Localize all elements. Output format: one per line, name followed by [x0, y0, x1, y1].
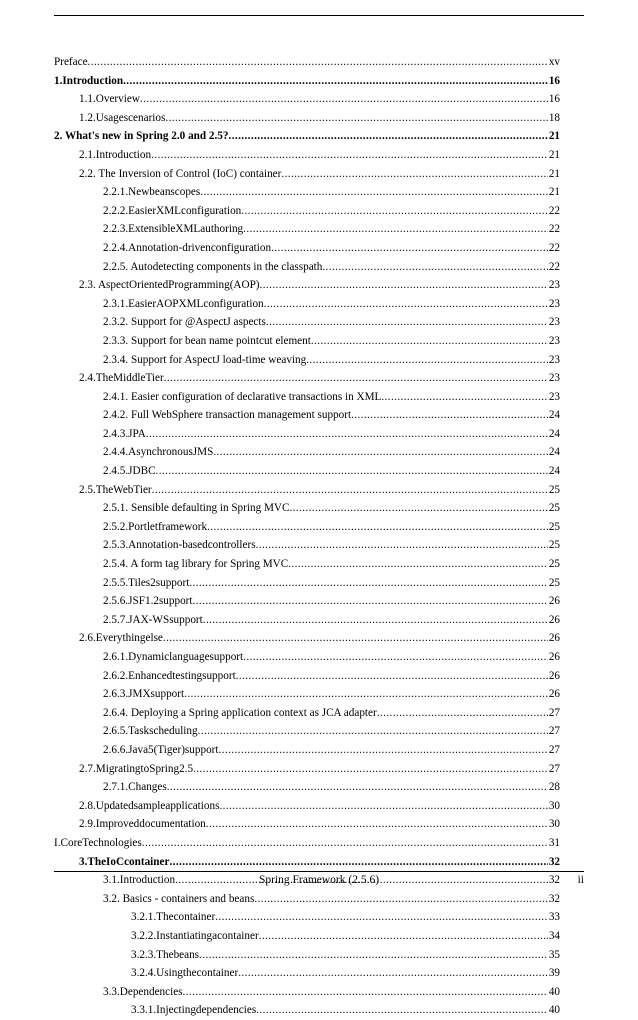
toc-entry[interactable]: [54, 778, 560, 797]
footer-page-number: ii: [577, 874, 584, 886]
toc-entry[interactable]: [54, 555, 560, 574]
toc-dot-leader: [167, 778, 548, 797]
toc-entry-page: 26: [548, 595, 560, 608]
toc-entry-title: 2.3.4. Support for AspectJ load-time weaving: [103, 353, 307, 366]
toc-entry-page: 23: [548, 297, 560, 310]
toc-entry[interactable]: [54, 927, 560, 946]
toc-entry[interactable]: [54, 53, 560, 72]
toc-entry-title: 2.6.6.Java5(Tiger)support: [103, 743, 219, 756]
toc-entry-title: 2.4.2. Full WebSphere transaction management support: [103, 409, 352, 422]
toc-entry-page: 32: [548, 874, 560, 887]
toc-entry[interactable]: [54, 611, 560, 630]
toc-dot-leader: [229, 127, 548, 146]
toc-dot-leader: [236, 667, 548, 686]
toc-entry[interactable]: [54, 146, 560, 165]
toc-entry[interactable]: [54, 648, 560, 667]
toc-entry[interactable]: [54, 425, 560, 444]
toc-entry-page: 26: [548, 669, 560, 682]
toc-dot-leader: [200, 183, 548, 202]
toc-entry[interactable]: [54, 165, 560, 184]
toc-entry-title: 3.3.1.Injectingdependencies: [131, 1004, 257, 1017]
toc-entry-title: 3.2.4.Usingthecontainer: [131, 967, 239, 980]
toc-entry[interactable]: [54, 704, 560, 723]
toc-entry-title: 3.2.1.Thecontainer: [131, 911, 216, 924]
toc-dot-leader: [377, 704, 548, 723]
toc-entry[interactable]: [54, 127, 560, 146]
toc-entry-title: 2.6.5.Taskscheduling: [103, 725, 198, 738]
toc-dot-leader: [243, 648, 548, 667]
toc-dot-leader: [206, 815, 548, 834]
toc-dot-leader: [266, 313, 548, 332]
toc-entry[interactable]: [54, 853, 560, 872]
toc-dot-leader: [381, 388, 547, 407]
toc-entry[interactable]: [54, 667, 560, 686]
toc-entry-page: 28: [548, 781, 560, 794]
toc-entry-title: 2.2.3.ExtensibleXMLauthoring: [103, 223, 244, 236]
toc-dot-leader: [193, 592, 548, 611]
toc-entry-title: 3.TheIoCcontainer: [79, 855, 170, 868]
toc-entry-page: 21: [548, 167, 560, 180]
toc-entry-title: 3.2. Basics - containers and beans: [103, 892, 255, 905]
toc-dot-leader: [183, 983, 548, 1002]
toc-entry-title: 2.5.5.Tiles2support: [103, 576, 190, 589]
toc-entry-title: 2.3.3. Support for bean name pointcut element: [103, 334, 311, 347]
toc-entry-title: 3.1.Introduction: [103, 874, 176, 887]
toc-entry-title: 2.5.7.JAX-WSsupport: [103, 613, 203, 626]
toc-entry-page: 23: [548, 316, 560, 329]
toc-entry[interactable]: [54, 741, 560, 760]
toc-entry-title: 2.3.2. Support for @AspectJ aspects: [103, 316, 266, 329]
toc-entry-title: 2.5.6.JSF1.2support: [103, 595, 193, 608]
toc-entry-page: 35: [548, 948, 560, 961]
header-rule: [54, 15, 584, 16]
toc-dot-leader: [288, 555, 548, 574]
toc-entry[interactable]: [54, 1001, 560, 1020]
toc-entry-page: 26: [548, 688, 560, 701]
toc-entry-title: 2.6.1.Dynamiclanguagesupport: [103, 651, 244, 663]
toc-dot-leader: [193, 760, 548, 779]
toc-entry-page: 23: [548, 390, 560, 403]
toc-dot-leader: [151, 146, 548, 165]
toc-dot-leader: [169, 853, 547, 872]
toc-dot-leader: [256, 536, 548, 555]
toc-dot-leader: [238, 964, 548, 983]
toc-entry[interactable]: [54, 72, 560, 91]
toc-entry-title: 2. What's new in Spring 2.0 and 2.5?: [54, 130, 229, 143]
toc-entry[interactable]: [54, 351, 560, 370]
toc-entry-page: 30: [548, 818, 560, 831]
toc-entry-page: 34: [548, 929, 560, 942]
toc-entry-page: 24: [548, 409, 560, 422]
toc-dot-leader: [322, 258, 547, 277]
toc-entry-title: 2.8.Updatedsampleapplications: [79, 799, 220, 812]
toc-entry-title: 2.2.2.EasierXMLconfiguration: [103, 204, 242, 217]
toc-entry-page: 25: [548, 520, 560, 533]
toc-dot-leader: [88, 53, 548, 72]
toc-entry-page: 21: [548, 186, 560, 199]
toc-entry[interactable]: [54, 202, 560, 221]
toc-entry-page: 24: [548, 446, 560, 459]
toc-entry-page: 32: [548, 855, 560, 868]
toc-entry-title: 1.1.Overview: [79, 93, 140, 106]
toc-entry[interactable]: [54, 574, 560, 593]
toc-entry-page: 32: [548, 892, 560, 905]
toc-entry-page: xv: [548, 56, 560, 68]
toc-entry[interactable]: [54, 499, 560, 518]
toc-entry-title: 1.Introduction: [54, 74, 124, 87]
toc-entry[interactable]: [54, 518, 560, 537]
toc-entry-page: 23: [548, 372, 560, 385]
toc-entry-title: I.CoreTechnologies: [54, 836, 142, 849]
toc-dot-leader: [146, 425, 548, 444]
toc-entry[interactable]: [54, 797, 560, 816]
toc-dot-leader: [215, 908, 548, 927]
toc-entry-page: 25: [548, 502, 560, 515]
toc-dot-leader: [213, 443, 547, 462]
toc-entry-title: 3.2.3.Thebeans: [131, 948, 200, 961]
toc-entry[interactable]: [54, 685, 560, 704]
toc-entry-title: 2.6.4. Deploying a Spring application context as JCA adapter: [103, 706, 377, 719]
toc-dot-leader: [311, 332, 548, 351]
toc-entry-page: 25: [548, 576, 560, 589]
toc-entry-page: 24: [548, 465, 560, 478]
toc-entry-page: 18: [548, 111, 560, 124]
toc-entry-page: 16: [548, 93, 560, 106]
toc-entry-page: 33: [548, 911, 560, 924]
toc-entry-title: 3.2.2.Instantiatingacontainer: [131, 929, 259, 942]
toc-dot-leader: [259, 927, 548, 946]
toc-entry[interactable]: [54, 983, 560, 1002]
toc-entry-title: 2.3.1.EasierAOPXMLconfiguration: [103, 297, 264, 310]
toc-entry-title: Preface: [54, 56, 88, 68]
toc-entry[interactable]: [54, 834, 560, 853]
toc-entry[interactable]: [54, 815, 560, 834]
toc-entry[interactable]: [54, 443, 560, 462]
toc-entry-page: 21: [548, 148, 560, 161]
toc-entry-page: 26: [548, 613, 560, 626]
toc-dot-leader: [306, 351, 548, 370]
toc-entry-page: 27: [548, 706, 560, 719]
toc-entry-title: 2.5.4. A form tag library for Spring MVC: [103, 558, 289, 571]
toc-dot-leader: [184, 685, 548, 704]
toc-entry-title: 3.3.Dependencies: [103, 985, 183, 998]
toc-entry[interactable]: [54, 313, 560, 332]
toc-entry[interactable]: [54, 388, 560, 407]
toc-entry-page: 24: [548, 427, 560, 440]
toc-dot-leader: [289, 499, 547, 518]
toc-entry-title: 2.3. AspectOrientedProgramming(AOP): [79, 279, 260, 292]
toc-entry-title: 2.4.4.AsynchronousJMS: [103, 446, 214, 459]
toc-entry-page: 31: [548, 836, 560, 849]
toc-entry-page: 21: [548, 130, 560, 143]
toc-dot-leader: [156, 462, 548, 481]
toc-entry-title: 2.2.5. Autodetecting components in the classpath: [103, 260, 323, 273]
toc-entry-title: 2.1.Introduction: [79, 148, 152, 161]
toc-entry-title: 2.6.2.Enhancedtestingsupport: [103, 669, 236, 682]
toc-entry-page: 22: [548, 260, 560, 273]
toc-entry[interactable]: [54, 629, 560, 648]
toc-entry[interactable]: [54, 722, 560, 741]
toc-entry-page: 27: [548, 762, 560, 775]
toc-entry-title: 2.2.4.Annotation-drivenconfiguration: [103, 241, 272, 254]
toc-entry[interactable]: [54, 890, 560, 909]
toc-dot-leader: [351, 406, 548, 425]
toc-entry-title: 2.7.MigratingtoSpring2.5: [79, 762, 194, 775]
toc-entry-page: 23: [548, 334, 560, 347]
toc-entry-page: 39: [548, 967, 560, 980]
toc-entry-title: 2.4.3.JPA: [103, 427, 146, 440]
toc-entry-title: 2.7.1.Changes: [103, 781, 167, 794]
toc-entry-page: 23: [548, 279, 560, 292]
toc-entry[interactable]: [54, 258, 560, 277]
toc-entry-title: 2.2. The Inversion of Control (IoC) container: [79, 167, 282, 180]
toc-entry[interactable]: [54, 760, 560, 779]
toc-entry-page: 30: [548, 799, 560, 812]
toc-entry-page: 26: [548, 651, 560, 663]
toc-entry-title: 2.4.1. Easier configuration of declarative transactions in XML: [103, 390, 382, 403]
toc-entry-page: 16: [548, 74, 560, 87]
toc-entry-title: 2.5.1. Sensible defaulting in Spring MVC: [103, 502, 290, 515]
toc-dot-leader: [219, 741, 548, 760]
toc-entry[interactable]: [54, 239, 560, 258]
toc-entry[interactable]: [54, 295, 560, 314]
toc-entry-title: 2.2.1.Newbeanscopes: [103, 186, 201, 199]
toc-entry[interactable]: [54, 964, 560, 983]
footer-title: Spring Framework (2.5.6): [258, 874, 380, 886]
toc-entry[interactable]: [54, 908, 560, 927]
toc-dot-leader: [163, 629, 548, 648]
toc-entry[interactable]: [54, 462, 560, 481]
toc-entry[interactable]: [54, 406, 560, 425]
toc-entry-page: 27: [548, 743, 560, 756]
toc-dot-leader: [219, 797, 547, 816]
toc-dot-leader: [123, 72, 548, 91]
toc-entry-page: 25: [548, 558, 560, 571]
toc-dot-leader: [198, 722, 548, 741]
toc-dot-leader: [271, 239, 548, 258]
toc-entry[interactable]: [54, 332, 560, 351]
toc-entry[interactable]: [54, 183, 560, 202]
toc-entry-title: 2.6.3.JMXsupport: [103, 688, 185, 701]
toc-entry-title: 1.2.Usagescenarios: [79, 111, 166, 124]
toc-entry-page: 25: [548, 483, 560, 496]
toc-dot-leader: [241, 202, 548, 221]
toc-dot-leader: [243, 220, 548, 239]
toc-entry-page: 22: [548, 241, 560, 254]
toc-dot-leader: [264, 295, 548, 314]
toc-dot-leader: [260, 276, 548, 295]
toc-entry-title: 2.5.2.Portletframework: [103, 520, 208, 533]
toc-entry-title: 2.5.TheWebTier: [79, 483, 152, 496]
toc-entry[interactable]: [54, 946, 560, 965]
toc-entry-title: 2.6.Everythingelse: [79, 632, 163, 645]
toc-entry-page: 26: [548, 632, 560, 645]
toc-dot-leader: [199, 946, 548, 965]
toc-dot-leader: [254, 890, 548, 909]
toc-dot-leader: [203, 611, 548, 630]
toc-dot-leader: [189, 574, 548, 593]
toc-entry-page: 40: [548, 985, 560, 998]
toc-entry[interactable]: [54, 536, 560, 555]
toc-entry[interactable]: [54, 109, 560, 128]
toc-entry-title: 2.4.TheMiddleTier: [79, 372, 164, 385]
toc-entry-page: 40: [548, 1004, 560, 1017]
toc-dot-leader: [164, 369, 548, 388]
toc-entry-title: 2.5.3.Annotation-basedcontrollers: [103, 539, 256, 552]
toc-entry[interactable]: [54, 276, 560, 295]
toc-entry-page: 22: [548, 223, 560, 236]
toc-dot-leader: [207, 518, 548, 537]
toc-dot-leader: [165, 109, 547, 128]
toc-dot-leader: [142, 834, 548, 853]
toc-dot-leader: [256, 1001, 548, 1020]
toc-entry-page: 25: [548, 539, 560, 552]
toc-entry-page: 27: [548, 725, 560, 738]
toc-entry[interactable]: [54, 592, 560, 611]
toc-entry[interactable]: [54, 220, 560, 239]
toc-entry[interactable]: [54, 90, 560, 109]
toc-dot-leader: [152, 481, 548, 500]
toc-entry[interactable]: [54, 369, 560, 388]
toc-entry-title: 2.4.5.JDBC: [103, 465, 156, 478]
toc-entry-page: 22: [548, 204, 560, 217]
toc-dot-leader: [281, 165, 547, 184]
toc-entry-title: 2.9.Improveddocumentation: [79, 818, 206, 831]
toc-dot-leader: [140, 90, 548, 109]
toc-entry[interactable]: [54, 481, 560, 500]
toc-entry-page: 23: [548, 353, 560, 366]
